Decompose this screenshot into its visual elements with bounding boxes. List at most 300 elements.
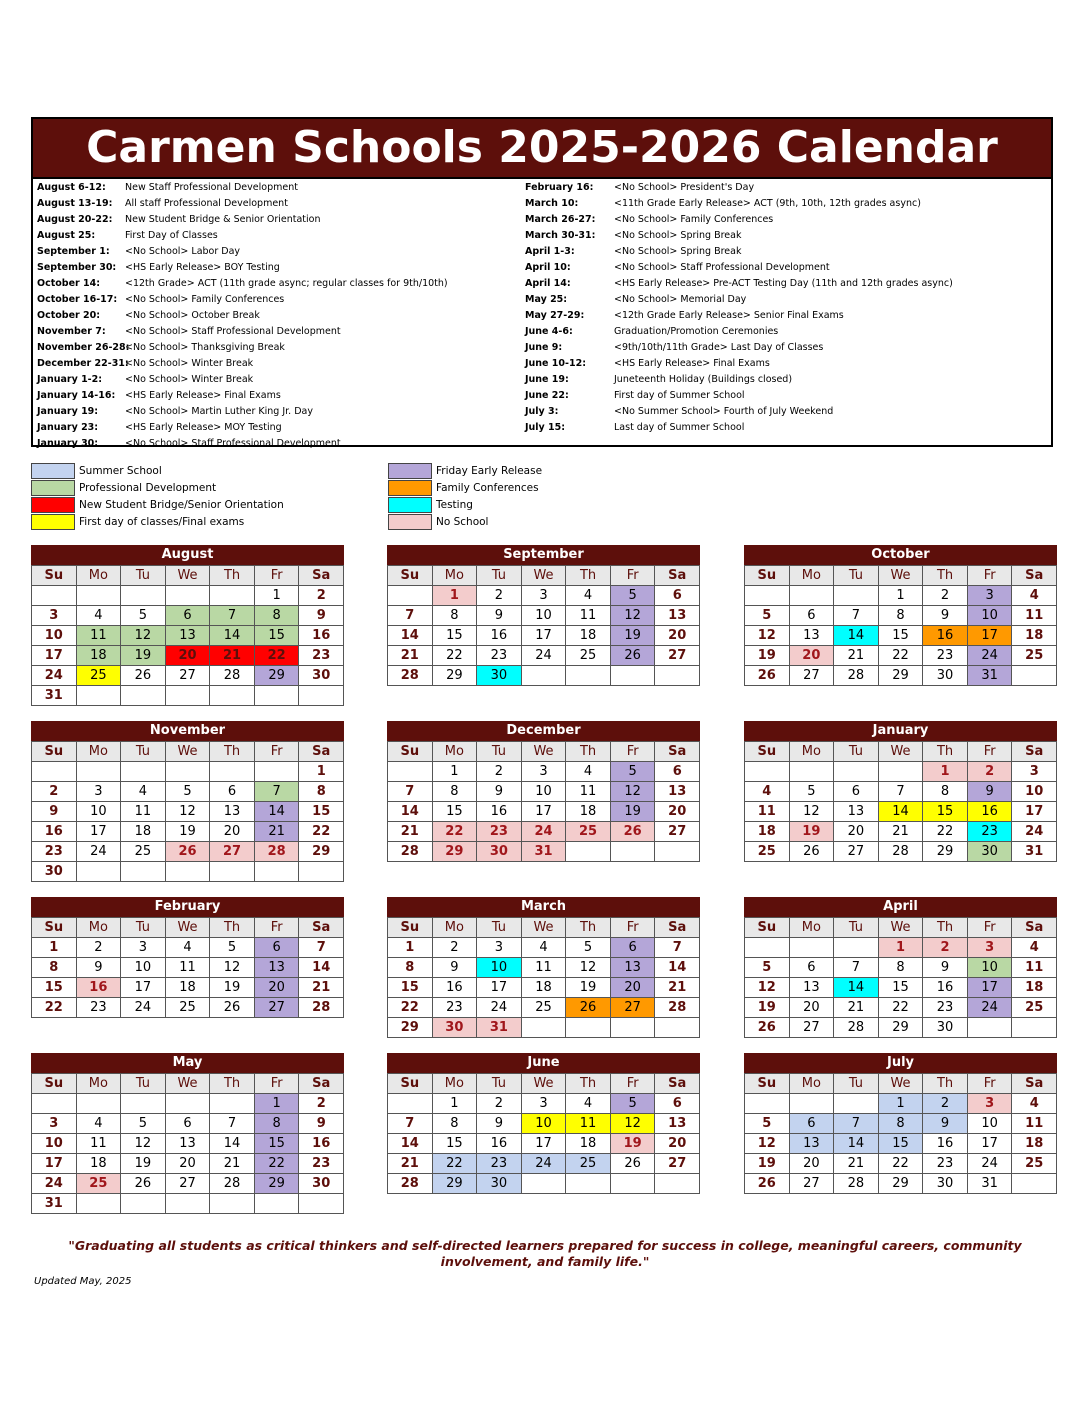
events-column-left — [37, 180, 517, 452]
day-cell: 2 — [477, 762, 522, 782]
day-cell: 21 — [299, 978, 344, 998]
empty-day-cell — [210, 862, 255, 882]
weekday-header: Mo — [790, 918, 835, 938]
weekday-header: Th — [566, 742, 611, 762]
day-cell: 20 — [790, 998, 835, 1018]
event-text: New Student Bridge & Senior Orientation — [125, 214, 321, 225]
day-cell: 5 — [210, 938, 255, 958]
month-grid — [744, 917, 1057, 1038]
day-cell: 28 — [210, 1174, 255, 1194]
month-title: December — [387, 721, 700, 741]
day-cell: 22 — [388, 998, 433, 1018]
day-cell: 8 — [255, 606, 300, 626]
day-cell: 24 — [477, 998, 522, 1018]
day-cell: 20 — [166, 646, 211, 666]
weekday-header: Su — [32, 566, 77, 586]
weekday-header: Mo — [77, 742, 122, 762]
event-row — [37, 372, 517, 388]
day-cell: 21 — [879, 822, 924, 842]
event-text: <No School> Spring Break — [614, 230, 742, 241]
day-cell: 13 — [655, 606, 700, 626]
empty-day-cell — [121, 1194, 166, 1214]
day-cell: 29 — [879, 666, 924, 686]
updated-note: Updated May, 2025 — [34, 1276, 132, 1287]
empty-day-cell — [566, 842, 611, 862]
day-cell: 21 — [210, 646, 255, 666]
empty-day-cell — [121, 686, 166, 706]
day-cell: 30 — [477, 842, 522, 862]
day-cell: 30 — [968, 842, 1013, 862]
day-cell: 25 — [745, 842, 790, 862]
weekday-header: We — [522, 918, 567, 938]
weekday-header: Mo — [77, 918, 122, 938]
event-row — [37, 212, 517, 228]
day-cell: 13 — [655, 782, 700, 802]
day-cell: 11 — [566, 606, 611, 626]
day-cell: 15 — [433, 626, 478, 646]
day-cell: 13 — [166, 626, 211, 646]
day-cell: 4 — [77, 1114, 122, 1134]
day-cell: 31 — [968, 666, 1013, 686]
event-text: <HS Early Release> MOY Testing — [125, 422, 282, 433]
day-cell: 28 — [388, 666, 433, 686]
weekday-header: We — [879, 742, 924, 762]
day-cell: 16 — [299, 1134, 344, 1154]
day-cell: 1 — [879, 586, 924, 606]
event-date: September 1: — [37, 246, 110, 257]
month-title: March — [387, 897, 700, 917]
empty-day-cell — [655, 1018, 700, 1038]
weekday-header: Su — [388, 1074, 433, 1094]
day-cell: 22 — [299, 822, 344, 842]
day-cell: 20 — [210, 822, 255, 842]
event-row — [37, 340, 517, 356]
day-cell: 22 — [433, 822, 478, 842]
empty-day-cell — [834, 938, 879, 958]
weekday-header: Mo — [790, 566, 835, 586]
day-cell: 21 — [388, 1154, 433, 1174]
day-cell: 25 — [1012, 646, 1057, 666]
day-cell: 4 — [121, 782, 166, 802]
day-cell: 19 — [566, 978, 611, 998]
day-cell: 28 — [879, 842, 924, 862]
event-date: June 22: — [525, 390, 569, 401]
day-cell: 10 — [968, 1114, 1013, 1134]
weekday-header: Fr — [611, 566, 656, 586]
day-cell: 11 — [745, 802, 790, 822]
empty-day-cell — [388, 1094, 433, 1114]
month-grid — [387, 917, 700, 1038]
empty-day-cell — [121, 862, 166, 882]
event-date: June 9: — [525, 342, 563, 353]
empty-day-cell — [210, 1094, 255, 1114]
legend-swatch — [31, 463, 75, 479]
empty-day-cell — [77, 762, 122, 782]
day-cell: 24 — [968, 998, 1013, 1018]
day-cell: 29 — [255, 1174, 300, 1194]
day-cell: 18 — [166, 978, 211, 998]
day-cell: 25 — [77, 1174, 122, 1194]
empty-day-cell — [32, 762, 77, 782]
day-cell: 5 — [745, 1114, 790, 1134]
legend-label: Professional Development — [79, 482, 217, 494]
day-cell: 12 — [790, 802, 835, 822]
day-cell: 31 — [968, 1174, 1013, 1194]
day-cell: 29 — [879, 1174, 924, 1194]
day-cell: 19 — [745, 646, 790, 666]
day-cell: 3 — [32, 606, 77, 626]
day-cell: 5 — [611, 586, 656, 606]
day-cell: 14 — [255, 802, 300, 822]
day-cell: 22 — [879, 646, 924, 666]
month-grid — [744, 1073, 1057, 1194]
empty-day-cell — [388, 762, 433, 782]
month-title: November — [31, 721, 344, 741]
day-cell: 21 — [655, 978, 700, 998]
weekday-header: We — [879, 918, 924, 938]
weekday-header: Th — [923, 1074, 968, 1094]
day-cell: 19 — [611, 802, 656, 822]
day-cell: 20 — [790, 1154, 835, 1174]
day-cell: 12 — [745, 1134, 790, 1154]
day-cell: 27 — [655, 1154, 700, 1174]
event-date: October 14: — [37, 278, 101, 289]
event-row — [37, 388, 517, 404]
day-cell: 22 — [32, 998, 77, 1018]
day-cell: 25 — [566, 1154, 611, 1174]
day-cell: 16 — [477, 626, 522, 646]
weekday-header: Tu — [477, 1074, 522, 1094]
day-cell: 30 — [433, 1018, 478, 1038]
events-panel — [31, 117, 1053, 447]
event-row — [525, 388, 1051, 404]
event-text: All staff Professional Development — [125, 198, 288, 209]
day-cell: 8 — [32, 958, 77, 978]
day-cell: 26 — [121, 1174, 166, 1194]
day-cell: 22 — [923, 822, 968, 842]
day-cell: 15 — [299, 802, 344, 822]
empty-day-cell — [745, 938, 790, 958]
day-cell: 20 — [255, 978, 300, 998]
day-cell: 9 — [923, 606, 968, 626]
day-cell: 5 — [611, 1094, 656, 1114]
day-cell: 1 — [879, 1094, 924, 1114]
day-cell: 7 — [255, 782, 300, 802]
day-cell: 29 — [433, 842, 478, 862]
weekday-header: We — [879, 566, 924, 586]
day-cell: 3 — [32, 1114, 77, 1134]
legend-label: First day of classes/Final exams — [79, 516, 245, 528]
day-cell: 15 — [433, 1134, 478, 1154]
month-october — [744, 545, 1057, 686]
day-cell: 14 — [210, 1134, 255, 1154]
day-cell: 2 — [923, 938, 968, 958]
day-cell: 10 — [32, 626, 77, 646]
day-cell: 16 — [923, 1134, 968, 1154]
day-cell: 19 — [611, 626, 656, 646]
empty-day-cell — [566, 1174, 611, 1194]
day-cell: 28 — [834, 1018, 879, 1038]
day-cell: 8 — [255, 1114, 300, 1134]
day-cell: 9 — [477, 1114, 522, 1134]
weekday-header: Tu — [834, 566, 879, 586]
day-cell: 20 — [790, 646, 835, 666]
day-cell: 28 — [255, 842, 300, 862]
weekday-header: Sa — [655, 1074, 700, 1094]
day-cell: 23 — [477, 646, 522, 666]
day-cell: 17 — [522, 626, 567, 646]
day-cell: 18 — [566, 802, 611, 822]
day-cell: 23 — [923, 1154, 968, 1174]
empty-day-cell — [255, 762, 300, 782]
day-cell: 11 — [77, 1134, 122, 1154]
day-cell: 4 — [77, 606, 122, 626]
day-cell: 31 — [32, 1194, 77, 1214]
day-cell: 20 — [611, 978, 656, 998]
day-cell: 6 — [255, 938, 300, 958]
day-cell: 27 — [790, 666, 835, 686]
day-cell: 25 — [566, 646, 611, 666]
event-text: First day of Summer School — [614, 390, 745, 401]
day-cell: 6 — [611, 938, 656, 958]
day-cell: 7 — [388, 782, 433, 802]
day-cell: 31 — [477, 1018, 522, 1038]
day-cell: 23 — [32, 842, 77, 862]
day-cell: 21 — [834, 646, 879, 666]
empty-day-cell — [566, 1018, 611, 1038]
day-cell: 23 — [299, 646, 344, 666]
day-cell: 30 — [32, 862, 77, 882]
weekday-header: Sa — [655, 918, 700, 938]
day-cell: 10 — [77, 802, 122, 822]
day-cell: 25 — [77, 666, 122, 686]
empty-day-cell — [655, 666, 700, 686]
month-grid — [31, 565, 344, 706]
day-cell: 18 — [121, 822, 166, 842]
day-cell: 1 — [299, 762, 344, 782]
event-row — [525, 324, 1051, 340]
empty-day-cell — [210, 586, 255, 606]
day-cell: 6 — [655, 586, 700, 606]
event-text: <No Summer School> Fourth of July Weekend — [614, 406, 834, 417]
month-july — [744, 1053, 1057, 1194]
day-cell: 18 — [566, 1134, 611, 1154]
day-cell: 11 — [566, 782, 611, 802]
day-cell: 4 — [1012, 938, 1057, 958]
day-cell: 8 — [299, 782, 344, 802]
day-cell: 15 — [923, 802, 968, 822]
empty-day-cell — [1012, 1174, 1057, 1194]
empty-day-cell — [611, 1018, 656, 1038]
empty-day-cell — [166, 762, 211, 782]
events-column-right — [525, 180, 1051, 436]
day-cell: 3 — [1012, 762, 1057, 782]
legend-swatch — [31, 514, 75, 530]
day-cell: 15 — [879, 626, 924, 646]
day-cell: 10 — [477, 958, 522, 978]
weekday-header: Su — [745, 566, 790, 586]
legend-swatch — [31, 480, 75, 496]
day-cell: 4 — [745, 782, 790, 802]
day-cell: 27 — [790, 1174, 835, 1194]
empty-day-cell — [388, 586, 433, 606]
weekday-header: Su — [745, 1074, 790, 1094]
month-august — [31, 545, 344, 706]
day-cell: 30 — [923, 666, 968, 686]
day-cell: 8 — [879, 606, 924, 626]
day-cell: 7 — [299, 938, 344, 958]
empty-day-cell — [210, 686, 255, 706]
empty-day-cell — [255, 862, 300, 882]
day-cell: 5 — [166, 782, 211, 802]
event-text: New Staff Professional Development — [125, 182, 298, 193]
day-cell: 6 — [210, 782, 255, 802]
day-cell: 12 — [611, 782, 656, 802]
day-cell: 3 — [77, 782, 122, 802]
day-cell: 10 — [522, 782, 567, 802]
day-cell: 23 — [477, 1154, 522, 1174]
day-cell: 7 — [388, 606, 433, 626]
day-cell: 15 — [879, 1134, 924, 1154]
weekday-header: Su — [388, 918, 433, 938]
event-row — [37, 356, 517, 372]
event-row — [37, 228, 517, 244]
day-cell: 7 — [834, 958, 879, 978]
weekday-header: Th — [210, 742, 255, 762]
day-cell: 16 — [923, 978, 968, 998]
empty-day-cell — [790, 1094, 835, 1114]
day-cell: 26 — [611, 1154, 656, 1174]
weekday-header: Fr — [968, 566, 1013, 586]
day-cell: 2 — [299, 1094, 344, 1114]
event-row — [525, 308, 1051, 324]
month-grid — [387, 1073, 700, 1194]
event-date: May 27-29: — [525, 310, 585, 321]
day-cell: 26 — [611, 822, 656, 842]
events-list — [33, 179, 1051, 447]
event-text: <No School> Martin Luther King Jr. Day — [125, 406, 313, 417]
event-date: January 23: — [37, 422, 99, 433]
day-cell: 24 — [522, 1154, 567, 1174]
day-cell: 11 — [566, 1114, 611, 1134]
event-text: <HS Early Release> Pre-ACT Testing Day (11th and 12th grades async) — [614, 278, 953, 289]
day-cell: 31 — [522, 842, 567, 862]
day-cell: 28 — [388, 1174, 433, 1194]
weekday-header: Sa — [655, 566, 700, 586]
day-cell: 14 — [879, 802, 924, 822]
event-text: <No School> Family Conferences — [125, 294, 285, 305]
day-cell: 24 — [32, 666, 77, 686]
day-cell: 20 — [655, 626, 700, 646]
weekday-header: Sa — [299, 742, 344, 762]
month-grid — [31, 741, 344, 882]
day-cell: 8 — [879, 1114, 924, 1134]
day-cell: 6 — [790, 606, 835, 626]
month-title: April — [744, 897, 1057, 917]
day-cell: 19 — [210, 978, 255, 998]
day-cell: 11 — [1012, 1114, 1057, 1134]
day-cell: 18 — [745, 822, 790, 842]
event-text: <No School> Spring Break — [614, 246, 742, 257]
day-cell: 13 — [790, 626, 835, 646]
day-cell: 9 — [477, 782, 522, 802]
day-cell: 27 — [255, 998, 300, 1018]
empty-day-cell — [566, 666, 611, 686]
event-row — [37, 308, 517, 324]
empty-day-cell — [166, 686, 211, 706]
day-cell: 1 — [255, 586, 300, 606]
day-cell: 21 — [834, 1154, 879, 1174]
weekday-header: Mo — [77, 566, 122, 586]
day-cell: 28 — [299, 998, 344, 1018]
empty-day-cell — [834, 762, 879, 782]
weekday-header: Fr — [255, 566, 300, 586]
day-cell: 4 — [166, 938, 211, 958]
day-cell: 9 — [968, 782, 1013, 802]
day-cell: 3 — [968, 586, 1013, 606]
weekday-header: Sa — [1012, 918, 1057, 938]
month-grid — [387, 741, 700, 862]
day-cell: 12 — [121, 626, 166, 646]
day-cell: 5 — [121, 606, 166, 626]
empty-day-cell — [166, 1094, 211, 1114]
event-date: May 25: — [525, 294, 568, 305]
day-cell: 4 — [1012, 586, 1057, 606]
day-cell: 24 — [1012, 822, 1057, 842]
day-cell: 23 — [477, 822, 522, 842]
month-title: August — [31, 545, 344, 565]
empty-day-cell — [1012, 1018, 1057, 1038]
day-cell: 8 — [433, 606, 478, 626]
weekday-header: Th — [566, 1074, 611, 1094]
weekday-header: Th — [923, 566, 968, 586]
weekday-header: Mo — [433, 918, 478, 938]
day-cell: 2 — [968, 762, 1013, 782]
event-row — [525, 372, 1051, 388]
day-cell: 19 — [745, 1154, 790, 1174]
day-cell: 19 — [790, 822, 835, 842]
day-cell: 5 — [121, 1114, 166, 1134]
empty-day-cell — [745, 586, 790, 606]
mission-statement: "Graduating all students as critical thinkers and self-directed learners prepared for success in college, meaningful careers, community involvement, and family life." — [68, 1238, 1022, 1269]
empty-day-cell — [166, 862, 211, 882]
day-cell: 23 — [433, 998, 478, 1018]
event-date: April 14: — [525, 278, 571, 289]
empty-day-cell — [299, 1194, 344, 1214]
day-cell: 2 — [477, 1094, 522, 1114]
day-cell: 3 — [968, 1094, 1013, 1114]
day-cell: 13 — [255, 958, 300, 978]
event-date: July 3: — [525, 406, 559, 417]
day-cell: 17 — [968, 626, 1013, 646]
empty-day-cell — [611, 666, 656, 686]
day-cell: 6 — [790, 1114, 835, 1134]
weekday-header: Su — [32, 918, 77, 938]
legend-swatch — [388, 463, 432, 479]
event-date: January 19: — [37, 406, 99, 417]
day-cell: 9 — [32, 802, 77, 822]
day-cell: 29 — [433, 666, 478, 686]
weekday-header: Tu — [121, 566, 166, 586]
day-cell: 22 — [255, 646, 300, 666]
legend-swatch — [388, 514, 432, 530]
weekday-header: Fr — [611, 1074, 656, 1094]
day-cell: 14 — [834, 1134, 879, 1154]
day-cell: 12 — [166, 802, 211, 822]
day-cell: 29 — [388, 1018, 433, 1038]
day-cell: 2 — [923, 586, 968, 606]
day-cell: 27 — [834, 842, 879, 862]
